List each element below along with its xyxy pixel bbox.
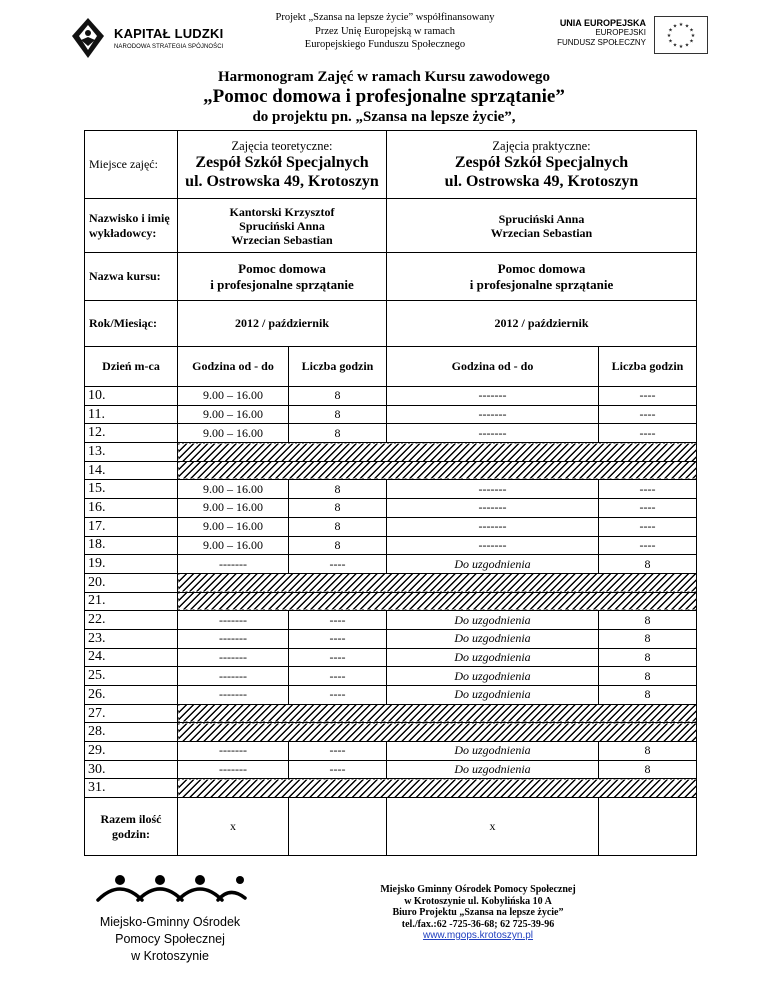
document-title	[0, 68, 768, 127]
address-line: Miejsko Gminny Ośrodek Pomocy Społecznej	[380, 884, 576, 895]
day-row	[85, 686, 697, 705]
day-number: 13.	[85, 443, 178, 462]
theory-heading: Zajęcia teoretyczne:	[231, 138, 333, 153]
svg-text:★: ★	[672, 42, 678, 49]
svg-text:★: ★	[684, 23, 690, 30]
day-off-hatched-cell	[178, 779, 697, 798]
eu-logo	[548, 14, 708, 58]
eu-name: UNIA EUROPEJSKA	[559, 18, 646, 28]
kapital-ludzki-emblem-icon	[70, 16, 106, 60]
day-row	[85, 461, 697, 480]
day-number: 19.	[85, 555, 178, 574]
practice-hours-cell: Do uzgodnienia	[387, 760, 599, 779]
theory-place-name: Zespół Szkół Specjalnych	[195, 153, 369, 171]
theory-hours-cell: -------	[178, 611, 289, 630]
course-name-line1: Pomoc domowa	[497, 260, 586, 276]
practice-count-cell: 8	[599, 555, 697, 574]
theory-hours-cell: -------	[178, 742, 289, 761]
schedule-table	[84, 130, 697, 856]
course-name-line1: Pomoc domowa	[238, 260, 326, 276]
address-line: tel./fax.:62 -725-36-68; 62 725-39-96	[401, 918, 555, 930]
theory-count-cell: ----	[289, 555, 387, 574]
day-row	[85, 424, 697, 443]
svg-text:★: ★	[689, 27, 694, 34]
practice-count-cell: 8	[599, 760, 697, 779]
eu-flag-icon	[654, 16, 708, 54]
kapital-ludzki-logo	[70, 16, 230, 60]
day-row	[85, 536, 697, 555]
website-link[interactable]: www.mgops.krotoszyn.pl	[422, 930, 534, 941]
practice-place-cell	[387, 131, 697, 199]
day-row	[85, 760, 697, 779]
practice-hours-cell: Do uzgodnienia	[387, 629, 599, 648]
day-number: 15.	[85, 480, 178, 499]
day-row	[85, 443, 697, 462]
day-row	[85, 667, 697, 686]
day-row	[85, 611, 697, 630]
practice-count-cell: 8	[599, 667, 697, 686]
mgops-logo-line: w Krotoszynie	[131, 949, 209, 963]
svg-text:★: ★	[672, 23, 678, 30]
kapital-ludzki-subtitle: NARODOWA STRATEGIA SPÓJNOŚCI	[114, 44, 224, 50]
day-row	[85, 629, 697, 648]
day-off-hatched-cell	[178, 704, 697, 723]
theory-course	[178, 253, 387, 301]
theory-count-cell: ----	[289, 760, 387, 779]
total-row	[85, 798, 697, 856]
day-column-header: Dzień m-ca	[85, 347, 178, 387]
kapital-ludzki-title: KAPITAŁ LUDZKI	[114, 26, 224, 41]
practice-count-cell: ----	[599, 517, 697, 536]
theory-hours-header: Godzina od - do	[178, 347, 289, 387]
mgops-logo-line: Pomocy Społecznej	[115, 932, 225, 946]
theory-count-header: Liczba godzin	[289, 347, 387, 387]
practice-lecturers	[387, 199, 697, 253]
theory-hours-cell: 9.00 – 16.00	[178, 424, 289, 443]
year-month-label: Rok/Miesiąc:	[85, 301, 178, 347]
day-row	[85, 779, 697, 798]
day-row	[85, 517, 697, 536]
day-row	[85, 387, 697, 406]
svg-text:★: ★	[666, 33, 672, 39]
practice-hours-cell: -------	[387, 480, 599, 499]
theory-place-address: ul. Ostrowska 49, Krotoszyn	[185, 172, 379, 190]
project-header	[230, 11, 540, 52]
svg-text:★: ★	[668, 38, 673, 45]
lecturers-label: Nazwisko i imię wykładowcy:	[85, 199, 178, 253]
practice-hours-header: Godzina od - do	[387, 347, 599, 387]
day-number: 11.	[85, 405, 178, 424]
theory-hours-cell: -------	[178, 760, 289, 779]
mgops-logo-line: Miejsko-Gminny Ośrodek	[99, 915, 241, 929]
practice-count-cell: 8	[599, 648, 697, 667]
theory-total: x	[178, 798, 289, 856]
lecturers-row	[85, 199, 697, 253]
practice-count-cell: 8	[599, 742, 697, 761]
practice-count-cell: 8	[599, 686, 697, 705]
day-number: 23.	[85, 629, 178, 648]
day-off-hatched-cell	[178, 573, 697, 592]
day-off-hatched-cell	[178, 592, 697, 611]
project-header-line: Przez Unię Europejską w ramach	[315, 25, 455, 37]
day-row	[85, 592, 697, 611]
lecturer-name: Spruciński Anna	[498, 211, 585, 226]
practice-hours-cell: -------	[387, 536, 599, 555]
practice-count-cell: ----	[599, 405, 697, 424]
theory-count-cell: ----	[289, 648, 387, 667]
theory-hours-cell: -------	[178, 629, 289, 648]
svg-text:★: ★	[690, 33, 696, 39]
theory-place-cell	[178, 131, 387, 199]
practice-hours-cell: -------	[387, 387, 599, 406]
day-number: 26.	[85, 686, 178, 705]
theory-hours-cell: 9.00 – 16.00	[178, 499, 289, 518]
title-line-1: Harmonogram Zajęć w ramach Kursu zawodowego	[217, 69, 551, 85]
practice-course	[387, 253, 697, 301]
address-line: w Krotoszynie ul. Kobylińska 10 A	[404, 895, 552, 907]
total-label: Razem ilość godzin:	[85, 798, 178, 856]
lecturer-name: Spruciński Anna	[239, 218, 325, 233]
practice-hours-cell: Do uzgodnienia	[387, 648, 599, 667]
day-number: 12.	[85, 424, 178, 443]
practice-place-name: Zespół Szkół Specjalnych	[454, 153, 629, 171]
theory-hours-cell: 9.00 – 16.00	[178, 480, 289, 499]
svg-text:★: ★	[678, 44, 684, 50]
theory-hours-cell: -------	[178, 686, 289, 705]
theory-hours-cell: -------	[178, 555, 289, 574]
day-number: 24.	[85, 648, 178, 667]
day-row	[85, 648, 697, 667]
svg-text:★: ★	[684, 42, 690, 49]
lecturer-name: Wrzecian Sebastian	[490, 225, 593, 240]
practice-hours-cell: -------	[387, 424, 599, 443]
theory-count-cell: ----	[289, 686, 387, 705]
day-number: 16.	[85, 499, 178, 518]
practice-year-month: 2012 / październik	[387, 301, 697, 347]
theory-count-cell: 8	[289, 517, 387, 536]
practice-count-cell: ----	[599, 499, 697, 518]
day-row	[85, 723, 697, 742]
course-name-line2: i profesjonalne sprzątanie	[210, 276, 354, 292]
day-row	[85, 555, 697, 574]
day-number: 25.	[85, 667, 178, 686]
day-number: 21.	[85, 592, 178, 611]
column-header-row	[85, 347, 697, 387]
practice-hours-cell: -------	[387, 405, 599, 424]
practice-count-cell: 8	[599, 611, 697, 630]
project-header-line: Projekt „Szansa na lepsze życie” współfinansowany	[275, 12, 495, 23]
practice-total-count	[599, 798, 697, 856]
place-label: Miejsce zajęć:	[85, 131, 178, 199]
day-off-hatched-cell	[178, 723, 697, 742]
course-row	[85, 253, 697, 301]
eu-text	[557, 18, 646, 48]
practice-hours-cell: -------	[387, 517, 599, 536]
practice-hours-cell: Do uzgodnienia	[387, 667, 599, 686]
theory-count-cell: 8	[289, 405, 387, 424]
lecturer-name: Wrzecian Sebastian	[231, 232, 333, 247]
practice-count-cell: ----	[599, 387, 697, 406]
title-line-3: do projektu pn. „Szansa na lepsze życie”,	[252, 109, 516, 125]
day-number: 22.	[85, 611, 178, 630]
practice-count-cell: ----	[599, 536, 697, 555]
day-off-hatched-cell	[178, 443, 697, 462]
theory-count-cell: 8	[289, 499, 387, 518]
theory-hours-cell: 9.00 – 16.00	[178, 405, 289, 424]
lecturer-name: Kantorski Krzysztof	[229, 204, 335, 219]
day-row	[85, 573, 697, 592]
day-number: 18.	[85, 536, 178, 555]
course-name-line2: i profesjonalne sprzątanie	[469, 276, 614, 292]
theory-count-cell: ----	[289, 611, 387, 630]
practice-count-cell: ----	[599, 424, 697, 443]
day-row	[85, 405, 697, 424]
mgops-logo	[80, 872, 260, 982]
theory-hours-cell: -------	[178, 648, 289, 667]
day-number: 20.	[85, 573, 178, 592]
footer-address	[378, 884, 578, 942]
eu-fund-line1: EUROPEJSKI	[595, 28, 646, 37]
day-number: 10.	[85, 387, 178, 406]
title-line-2: „Pomoc domowa i profesjonalne sprzątanie”	[203, 86, 565, 107]
day-number: 31.	[85, 779, 178, 798]
theory-hours-cell: 9.00 – 16.00	[178, 387, 289, 406]
practice-hours-cell: Do uzgodnienia	[387, 742, 599, 761]
project-header-line: Europejskiego Funduszu Społecznego	[304, 39, 466, 50]
practice-place-address: ul. Ostrowska 49, Krotoszyn	[444, 172, 639, 190]
practice-hours-cell: Do uzgodnienia	[387, 555, 599, 574]
svg-text:★: ★	[668, 27, 673, 34]
theory-count-cell: 8	[289, 536, 387, 555]
theory-hours-cell: -------	[178, 667, 289, 686]
theory-count-cell: ----	[289, 667, 387, 686]
practice-hours-cell: Do uzgodnienia	[387, 611, 599, 630]
theory-count-cell: 8	[289, 424, 387, 443]
day-row	[85, 704, 697, 723]
theory-total-count	[289, 798, 387, 856]
mgops-people-icon	[80, 872, 260, 912]
day-number: 29.	[85, 742, 178, 761]
practice-count-header: Liczba godzin	[599, 347, 697, 387]
day-off-hatched-cell	[178, 461, 697, 480]
course-label: Nazwa kursu:	[85, 253, 178, 301]
theory-hours-cell: 9.00 – 16.00	[178, 536, 289, 555]
practice-heading: Zajęcia praktyczne:	[492, 138, 591, 153]
practice-hours-cell: -------	[387, 499, 599, 518]
day-number: 28.	[85, 723, 178, 742]
year-month-row	[85, 301, 697, 347]
svg-text:★: ★	[689, 38, 694, 45]
svg-text:★: ★	[678, 22, 684, 28]
theory-lecturers	[178, 199, 387, 253]
day-number: 30.	[85, 760, 178, 779]
theory-count-cell: 8	[289, 387, 387, 406]
theory-count-cell: ----	[289, 629, 387, 648]
theory-year-month: 2012 / październik	[178, 301, 387, 347]
practice-count-cell: 8	[599, 629, 697, 648]
practice-hours-cell: Do uzgodnienia	[387, 686, 599, 705]
mgops-logo-text	[80, 914, 260, 965]
theory-count-cell: ----	[289, 742, 387, 761]
theory-hours-cell: 9.00 – 16.00	[178, 517, 289, 536]
place-row	[85, 131, 697, 199]
day-row	[85, 480, 697, 499]
day-number: 27.	[85, 704, 178, 723]
day-row	[85, 499, 697, 518]
day-number: 17.	[85, 517, 178, 536]
practice-count-cell: ----	[599, 480, 697, 499]
practice-total: x	[387, 798, 599, 856]
eu-fund-line2: FUNDUSZ SPOŁECZNY	[557, 38, 646, 47]
theory-count-cell: 8	[289, 480, 387, 499]
address-line: Biuro Projektu „Szansa na lepsze życie”	[392, 907, 564, 918]
day-row	[85, 742, 697, 761]
day-number: 14.	[85, 461, 178, 480]
